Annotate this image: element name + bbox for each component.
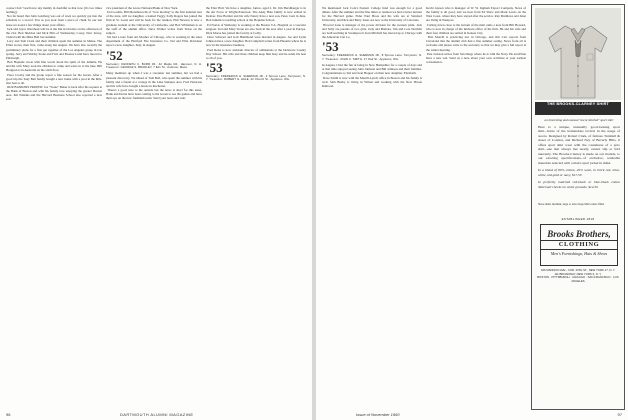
class-officers: Secretary: FREDERICK H. SHERMAN JR., 8 Spruce Lane, Tarrytown, N. Y. Treasurer: JOHN C. SMITH, 17 Oak St., Appleton, Wis. [322, 53, 422, 61]
left-column-1 [6, 6, 102, 406]
ad-offer-wool: In a blend of 80% cotton, 20% wool, in brick red, olive, white, old gold or navy, $17.50 [538, 168, 620, 177]
class-notes-text: We mentioned Jack Cole's Eastern College fund was enough for a good dinner. After the summer and the fine times at reunion we had a better turnout for the Harvard game. Elder Paul Bross and his wife are at Stanford University, and Dick and Betty Jones are now at the University of Colorado. Howard Lane is manager of the power division for the western plant. Jack and Sally are parents of two girls, Judy and Barbara. Jim and Lois Newhall are both teaching in Swampscott. Ken Mitchell has moved up to Chicago with the American Can Co. [322, 6, 423, 40]
right-column-1 [322, 6, 422, 406]
shirt-photo [535, 8, 621, 100]
ad-subheadline: an interesting and unusual "ascot stitched" sport shirt [544, 118, 614, 122]
ad-established: ESTABLISHED 1818 [561, 217, 595, 221]
class-officers: Secretary: KENNETH C. BURR JR., 42 Maple Rd., Hanover, N. H. Treasurer: GEORGE S. BRADLEY, 7 Elm St., Andover, Mass. [106, 61, 202, 69]
page-number: 96 [6, 412, 11, 417]
class-notes-text: Kevin Jepson who is manager of W. W. Ingham Export Company. News of the family is all good, and we hear from Ed Shaw and Mark Lewis on the West Coast, where they have stayed after the service. Ray Matthews and Janet are living in Westport. Carling down close to the bottom of the mail came a note from Bill Howard, who is now in charge of the midwest office of his firm. He and his wife and their four children are settled in Kansas City. Bob Morrill is practicing law in Chicago, and Jim Carr reports from Cleveland that the alumni club had a fine summer outing. News from all is welcome and please write to the secretary so that we may give a full report at the winter meeting. Pete Jackson writes from San Diego where he is with the Navy. He and Ellen have a new son. Send us a note about your own activities at your earliest convenience. [426, 6, 527, 65]
class-year-heading: '53 [206, 60, 223, 76]
class-notes-text: the Eliot Hall. We have a daughter, Janice, aged 2. Dr. Jim Hershberger is in the Air Force at Wright-Patterson. The Andy Hale family is now settled in Denver. Pete Bartlett and his wife Nancy have a new son, Peter, born in June. Bob Jenkins is teaching school at the Hopkins School. Ed Norris of Wellesley is working at the Boston V.A. Hospital as a vascular surgeon. Ted and Mary Stone are also back in the area after a year in Europe. Dick Morse has joined the faculty at Colby. Dave Schwarz and Gail Hammond were married in August. Joe and Lydia Johnson have a new daughter. Bob Campbell writes from Phoenix where he is now in the insurance business. Fred Reiss is now assistant director of admissions at the Delaware County Day School. His wife and three children keep him busy and he sends his best to all of you. [206, 6, 307, 60]
class-year-heading: '53 [322, 39, 339, 55]
right-page [316, 0, 628, 420]
ad-sizes-note: Sizes small, medium, large or extra large Mail orders filled [538, 203, 604, 206]
ad-headline: THE BROOKS-CLARNEY SHIRT [535, 102, 621, 115]
running-footer: DARTMOUTH ALUMNI MAGAZINE [120, 412, 194, 417]
brooks-brothers-ad [531, 4, 625, 410]
running-footer: Issue of November 1960 [356, 412, 400, 417]
brooks-brothers-logo: Brooks Brothers, CLOTHING Men's Furnishings, Hats & Shoes [540, 224, 618, 266]
class-officers: Secretary: FREDERICK H. SHERMAN JR., 4 Spruce Lane, Tarrytown, N. Y. Treasurer: ROBERT G. HALE, 22 Church St., Appleton, Wis. [206, 74, 306, 82]
ad-description: Here is a unique, unusually good-looking sport shirt...borne of the tremendous revival in the usage of ascots. Designed by Robert Clark, of famous Turnbull & Asser of London, and Richard Ney of Beverly Hills, it offers sport shirt wear with the casualness of a polo shirt...one that always ties neatly, cannot slip or fold unevenly. The Brooks-Clarney is made on our models, to our exacting specifications...of exclusive, washable materials selected with a man's sport jacket in mind. [538, 124, 620, 165]
right-column-2 [426, 6, 526, 406]
class-notes-text: In August, I had the fun of being in New Hampshire for a couple of days and at that time enjoyed seeing John Johnson and Bill Johnson and their families. Congratulations to Ted and Joan Hopper on their new daughter, Elizabeth. Dave Smith is now with the Merrill-Lynch office in Boston and his family is well. Sam Buzby is living in Wilton and working with the New Haven Railroad. [322, 63, 423, 88]
class-year-heading: '52 [106, 47, 123, 63]
left-page [0, 0, 312, 420]
class-notes-text: Many members up when I was a caretaker last summer, but we had a pleasant discovery. We talked of Tom Bell, who spent the summer with his family and a friend at a cottage in the Lake Sunapee area. Fred Patterson and his wife have bought a house in Rochester. There's a good note to the outside but the news is short for this issue. Hank and Dottie have been coming to the Green to see the games and have their eye on the new freshman team. Send your news and wait. [106, 71, 202, 101]
class-notes-text: course Club "reach new sky mainly in doubtful as that now (it's two times nothing). Not far heard that John Goldberg was out of town we quickly got into the schedule to a record. You as you look from a piece of chalk. In our last issue we noted a few things about your affairs. Jack and Joyce Osterhout will be at the Inn in October on the afternoon of the 21st. Bob Sheldon and Dick Ellis of Wednesday, Cosey, New Jersey, visited with the Mike Bell last summer. Lucy and Tom Clark and their children spent the summer in Maine. The Elliot Gores, their first, came along last August. We have also recently the preliminary plans for a first get together of the Los Angeles group in late spring. Jerry and Shirley Stone and Fritz and Eleanor Lund have moved to Pittsburgh. Bob Hopkins wrote with fine words about the spirit of the Jemmie. He and his wife Mary took the children to camp and went on to the lake. Bill Hodgson is in Australia on the sixth floor. Peter Crosby and the group report a fine season for the Green. After a good trip the Tony Bell family bought a new home with a pool in the hills. Our best to all. OUR BANKERS PROPER: Joe "Stone" Baker is back after his sojourn at the Bank of Boston and with his family now enjoying the greater Boston area. Jim Watkins and the Harvard Business School also reported a new son. [6, 6, 103, 102]
page-number: 97 [617, 412, 622, 417]
left-column-3 [206, 6, 306, 406]
shirt-illustration-icon [535, 8, 621, 100]
ad-body [538, 119, 620, 192]
class-notes-text: vice president of the Grove National Bank of New York. Ted Loomis, Bill Monahan tells of "now moving" to the first national tour of the state, will we daughter, a named Peggy. Sally Rogers has joined the firm in St. Louis and will be back for the reunion. Phil Newton is now a graduate student at the University of California, and Bob Whiteman is on the staff of the alumni office. Dave Walker writes from Texas on the subject. We had a note from Art Mosher of Chicago, who is working in the sales department of the Hartford Fire Insurance Co. Ted and Ellie Davidson report a new daughter, Judy, in August. [106, 6, 203, 48]
ad-addresses: 346 MADISON AVE., COR. 44TH ST., NEW YORK 17, N. Y. 111 BROADWAY, NEW YORK 6, N. Y. BOSTON · PITTSBURGH · CHICAGO · SAN FRANCISCO · LOS ANGELES [537, 268, 619, 283]
ad-offer-cotton: In perfectly matched red-black or blue-black cotton Tattersall checks on white grounds, $14.50 [538, 180, 620, 189]
left-column-2 [106, 6, 202, 406]
